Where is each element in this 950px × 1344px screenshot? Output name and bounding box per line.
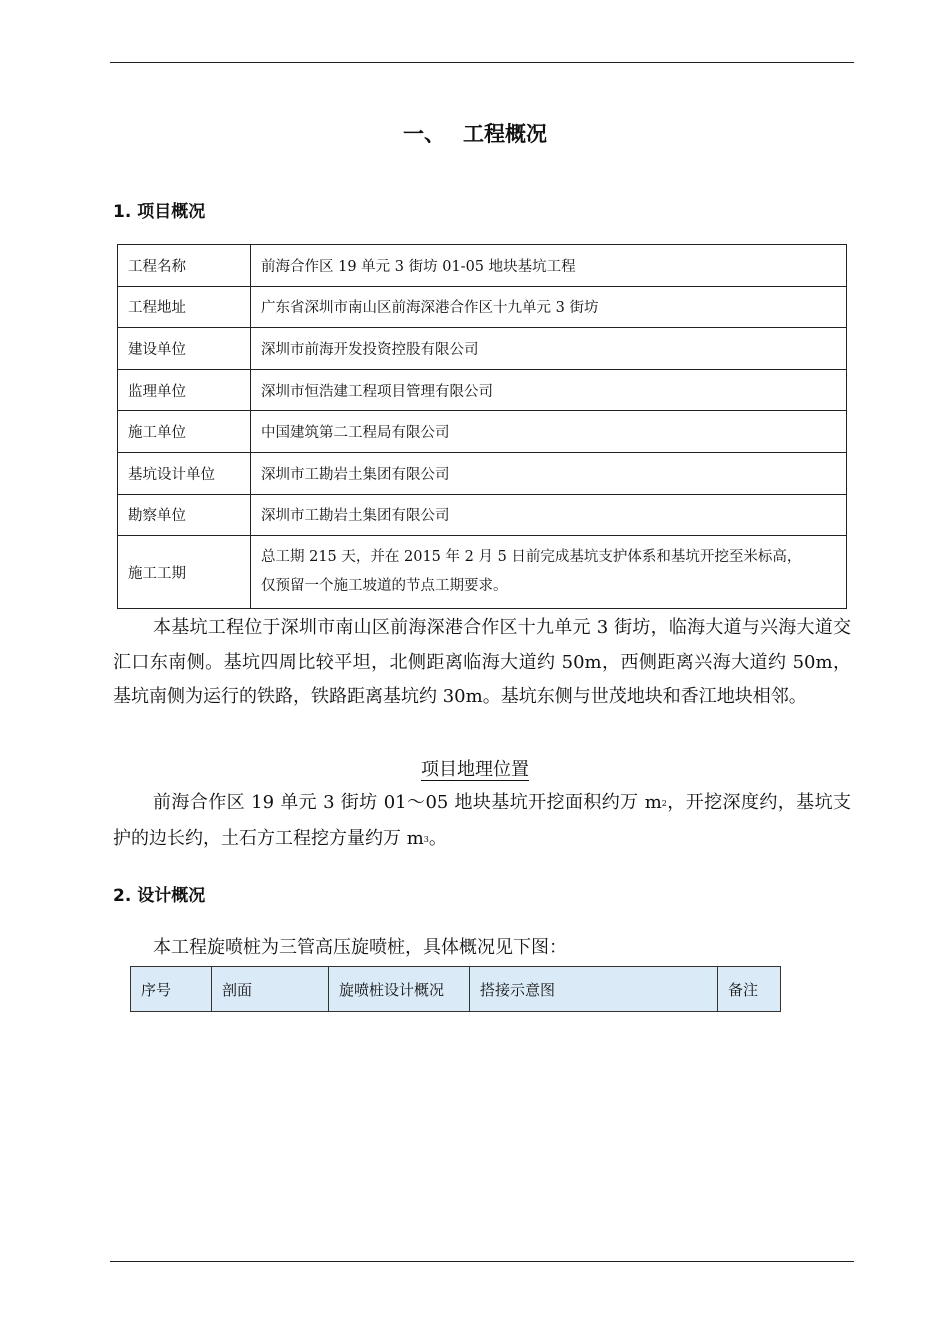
figure-caption-text: 项目地理位置 [421,759,529,780]
column-header-remarks: 备注 [718,967,781,1012]
table-row [118,245,847,287]
table-row [118,536,847,609]
column-header-section: 剖面 [212,967,329,1012]
project-location-paragraph: 本基坑工程位于深圳市南山区前海深港合作区十九单元 3 街坊，临海大道与兴海大道交汇口东南侧。基坑四周比较平坦，北侧距离临海大道约 50m，西侧距离兴海大道约 50m，基坑南侧为运行的铁路，铁路距离基坑约 30m。基坑东侧与世茂地块和香江地块相邻。 [113,617,851,707]
excavation-text-a: 前海合作区 19 单元 3 街坊 01～05 地块基坑开挖面积约万 m [153,792,662,813]
table-value: 中国建筑第二工程局有限公司 [251,411,847,453]
schedule-line-2: 仅预留一个施工坡道的节点工期要求。 [261,578,508,595]
table-label: 基坑设计单位 [118,452,251,494]
table-value: 深圳市工勘岩土集团有限公司 [251,494,847,536]
excavation-paragraph [113,786,851,857]
area-unit-superscript: 2 [661,799,667,808]
table-label: 监理单位 [118,369,251,411]
table-value: 前海合作区 19 单元 3 街坊 01-05 地块基坑工程 [251,245,847,287]
table-row [118,411,847,453]
project-overview-table [117,244,847,609]
chapter-number: 一、 [403,122,445,146]
table-row [118,494,847,536]
chapter-title [0,118,950,148]
schedule-line-1: 总工期 215 天，并在 2015 年 2 月 5 日前完成基坑支护体系和基坑开挖至米标高， [261,549,802,566]
table-label: 勘察单位 [118,494,251,536]
table-label: 施工工期 [118,536,251,609]
table-value: 广东省深圳市南山区前海深港合作区十九单元 3 街坊 [251,286,847,328]
section-heading-project-overview: 1. 项目概况 [113,202,206,222]
excavation-text-c: 。 [428,827,447,849]
chapter-title-text: 工程概况 [463,122,547,146]
table-value: 深圳市恒浩建工程项目管理有限公司 [251,369,847,411]
jet-grouting-table [130,966,781,1012]
table-label: 施工单位 [118,411,251,453]
section-heading-design-overview: 2. 设计概况 [113,886,206,906]
table-header-row [131,967,781,1012]
volume-unit-superscript: 3 [423,834,429,844]
table-label: 工程地址 [118,286,251,328]
table-row [118,369,847,411]
header-rule [110,62,854,63]
table-row [118,286,847,328]
excavation-text-b: ，开挖深度约，基坑支护的边长约，土石方工程挖方量约万 m [113,792,851,849]
table-row [118,452,847,494]
column-header-overlap-diagram: 搭接示意图 [470,967,718,1012]
column-header-design: 旋喷桩设计概况 [329,967,470,1012]
table-row [118,328,847,370]
table-value: 深圳市前海开发投资控股有限公司 [251,328,847,370]
column-header-index: 序号 [131,967,212,1012]
table-label: 工程名称 [118,245,251,287]
table-label: 建设单位 [118,328,251,370]
design-intro-paragraph: 本工程旋喷桩为三管高压旋喷桩，具体概况见下图： [153,937,567,958]
figure-caption [0,755,950,781]
footer-rule [110,1261,854,1262]
table-value: 深圳市工勘岩土集团有限公司 [251,452,847,494]
table-value-schedule [251,536,847,609]
